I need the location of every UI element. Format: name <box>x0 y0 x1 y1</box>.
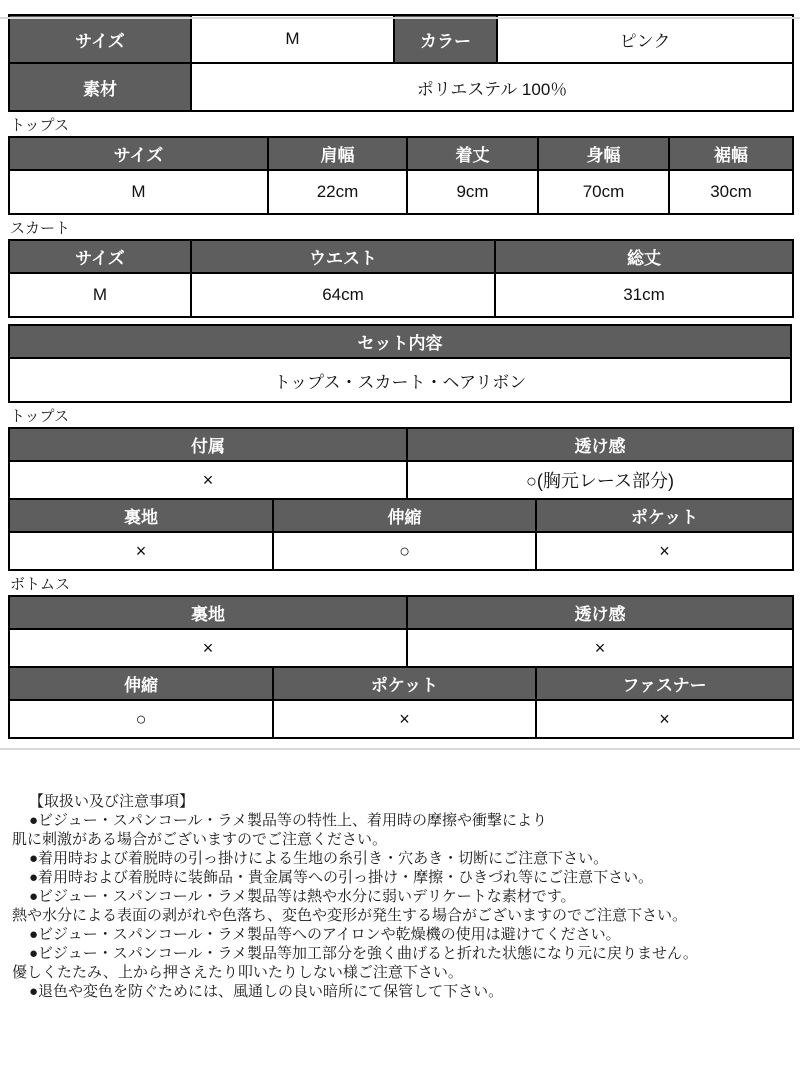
tops-size-value-cell: M <box>9 170 268 214</box>
bottoms-features-table-row2 <box>8 666 794 739</box>
care-note-line: ●ビジュー・スパンコール・ラメ製品等の特性上、着用時の摩擦や衝撃により <box>29 812 548 829</box>
material-value-cell: ポリエステル 100％ <box>191 63 793 111</box>
set-contents-header-cell: セット内容 <box>9 325 791 358</box>
care-note-line: ●ビジュー・スパンコール・ラメ製品等へのアイロンや乾燥機の使用は避けてください。 <box>29 926 621 943</box>
tops-length-value-cell: 9cm <box>407 170 538 214</box>
bottoms-features-table-row1 <box>8 595 794 668</box>
tops-size-header-row <box>9 137 793 170</box>
skirt-size-table <box>8 239 794 318</box>
skirt-waist-value-cell: 64cm <box>191 273 495 317</box>
bottoms-lining-header-cell: 裏地 <box>9 596 407 629</box>
bottoms-pocket-value-cell: × <box>273 700 536 738</box>
top-divider <box>0 17 800 19</box>
care-note-line: 肌に刺激がある場合がございますのでご注意ください。 <box>12 831 388 848</box>
tops-stretch-value-cell: ○ <box>273 532 536 570</box>
tops-pocket-header-cell: ポケット <box>536 499 793 532</box>
tops-stretch-header-cell: 伸縮 <box>273 499 536 532</box>
skirt-size-header-row <box>9 240 793 273</box>
bottoms-lining-value-cell: × <box>9 629 407 667</box>
tops-body-width-col-header: 身幅 <box>538 137 669 170</box>
tops-length-col-header: 着丈 <box>407 137 538 170</box>
tops-pocket-value-cell: × <box>536 532 793 570</box>
tops-body-width-value-cell: 70cm <box>538 170 669 214</box>
set-contents-value-cell: トップス・スカート・ヘアリボン <box>9 358 791 402</box>
skirt-size-col-header: サイズ <box>9 240 191 273</box>
skirt-size-section-label: スカート <box>10 220 71 237</box>
bottoms-stretch-value-cell: ○ <box>9 700 273 738</box>
care-note-line: ●ビジュー・スパンコール・ラメ製品等加工部分を強く曲げると折れた状態になり元に戻りません。 <box>29 945 698 962</box>
summary-table <box>8 14 794 112</box>
care-notes <box>12 792 800 1001</box>
set-contents-table <box>8 324 792 403</box>
tops-features-table-row1 <box>8 427 794 500</box>
care-note-line: 優しくたたみ、上から押さえたり叩いたりしない様ご注意下さい。 <box>12 964 463 981</box>
skirt-total-length-col-header: 総丈 <box>495 240 793 273</box>
summary-row-size-color <box>9 15 793 63</box>
bottoms-pocket-header-cell: ポケット <box>273 667 536 700</box>
tops-accessory-header-cell: 付属 <box>9 428 407 461</box>
set-contents-header-row <box>9 325 791 358</box>
tops-hem-width-col-header: 裾幅 <box>669 137 793 170</box>
skirt-total-length-value-cell: 31cm <box>495 273 793 317</box>
tops-size-col-header: サイズ <box>9 137 268 170</box>
tops-features-value-row1 <box>9 461 793 499</box>
bottom-divider <box>0 748 800 750</box>
bottoms-features-header-row1 <box>9 596 793 629</box>
set-contents-value-row <box>9 358 791 402</box>
tops-lining-value-cell: × <box>9 532 273 570</box>
bottoms-stretch-header-cell: 伸縮 <box>9 667 273 700</box>
tops-features-value-row2 <box>9 532 793 570</box>
color-header-cell: カラー <box>394 15 497 63</box>
bottoms-features-value-row2 <box>9 700 793 738</box>
tops-accessory-value-cell: × <box>9 461 407 499</box>
tops-size-table <box>8 136 794 215</box>
care-note-line: ●ビジュー・スパンコール・ラメ製品等は熱や水分に弱いデリケートな素材です。 <box>29 888 576 905</box>
care-note-line: ●退色や変色を防ぐためには、風通しの良い暗所にて保管して下さい。 <box>29 983 504 1000</box>
care-note-line: ●着用時および着脱時の引っ掛けによる生地の糸引き・穴あき・切断にご注意下さい。 <box>29 850 609 867</box>
summary-row-material <box>9 63 793 111</box>
color-value-cell: ピンク <box>497 15 793 63</box>
care-notes-title: 【取扱い及び注意事項】 <box>29 793 195 810</box>
bottoms-sheerness-value-cell: × <box>407 629 793 667</box>
skirt-size-value-row <box>9 273 793 317</box>
bottoms-features-header-row2 <box>9 667 793 700</box>
material-header-cell: 素材 <box>9 63 191 111</box>
tops-sheerness-value-cell: ○(胸元レース部分) <box>407 461 793 499</box>
bottoms-sheerness-header-cell: 透け感 <box>407 596 793 629</box>
care-note-line: 熱や水分による表面の剥がれや色落ち、変色や変形が発生する場合がございますのでご注意下さい。 <box>12 907 688 924</box>
skirt-waist-col-header: ウエスト <box>191 240 495 273</box>
bottoms-zipper-value-cell: × <box>536 700 793 738</box>
tops-features-section-label: トップス <box>10 408 69 425</box>
bottoms-features-value-row1 <box>9 629 793 667</box>
tops-hem-width-value-cell: 30cm <box>669 170 793 214</box>
care-note-line: ●着用時および着脱時に装飾品・貴金属等への引っ掛け・摩擦・ひきづれ等にご注意下さい。 <box>29 869 654 886</box>
tops-lining-header-cell: 裏地 <box>9 499 273 532</box>
bottoms-zipper-header-cell: ファスナー <box>536 667 793 700</box>
tops-features-table-row2 <box>8 498 794 571</box>
tops-features-header-row1 <box>9 428 793 461</box>
size-value-cell: M <box>191 15 394 63</box>
tops-shoulder-col-header: 肩幅 <box>268 137 407 170</box>
bottoms-features-section-label: ボトムス <box>10 576 71 593</box>
tops-shoulder-value-cell: 22cm <box>268 170 407 214</box>
tops-size-value-row <box>9 170 793 214</box>
tops-features-header-row2 <box>9 499 793 532</box>
tops-size-section-label: トップス <box>10 117 69 134</box>
size-header-cell: サイズ <box>9 15 191 63</box>
tops-sheerness-header-cell: 透け感 <box>407 428 793 461</box>
skirt-size-value-cell: M <box>9 273 191 317</box>
